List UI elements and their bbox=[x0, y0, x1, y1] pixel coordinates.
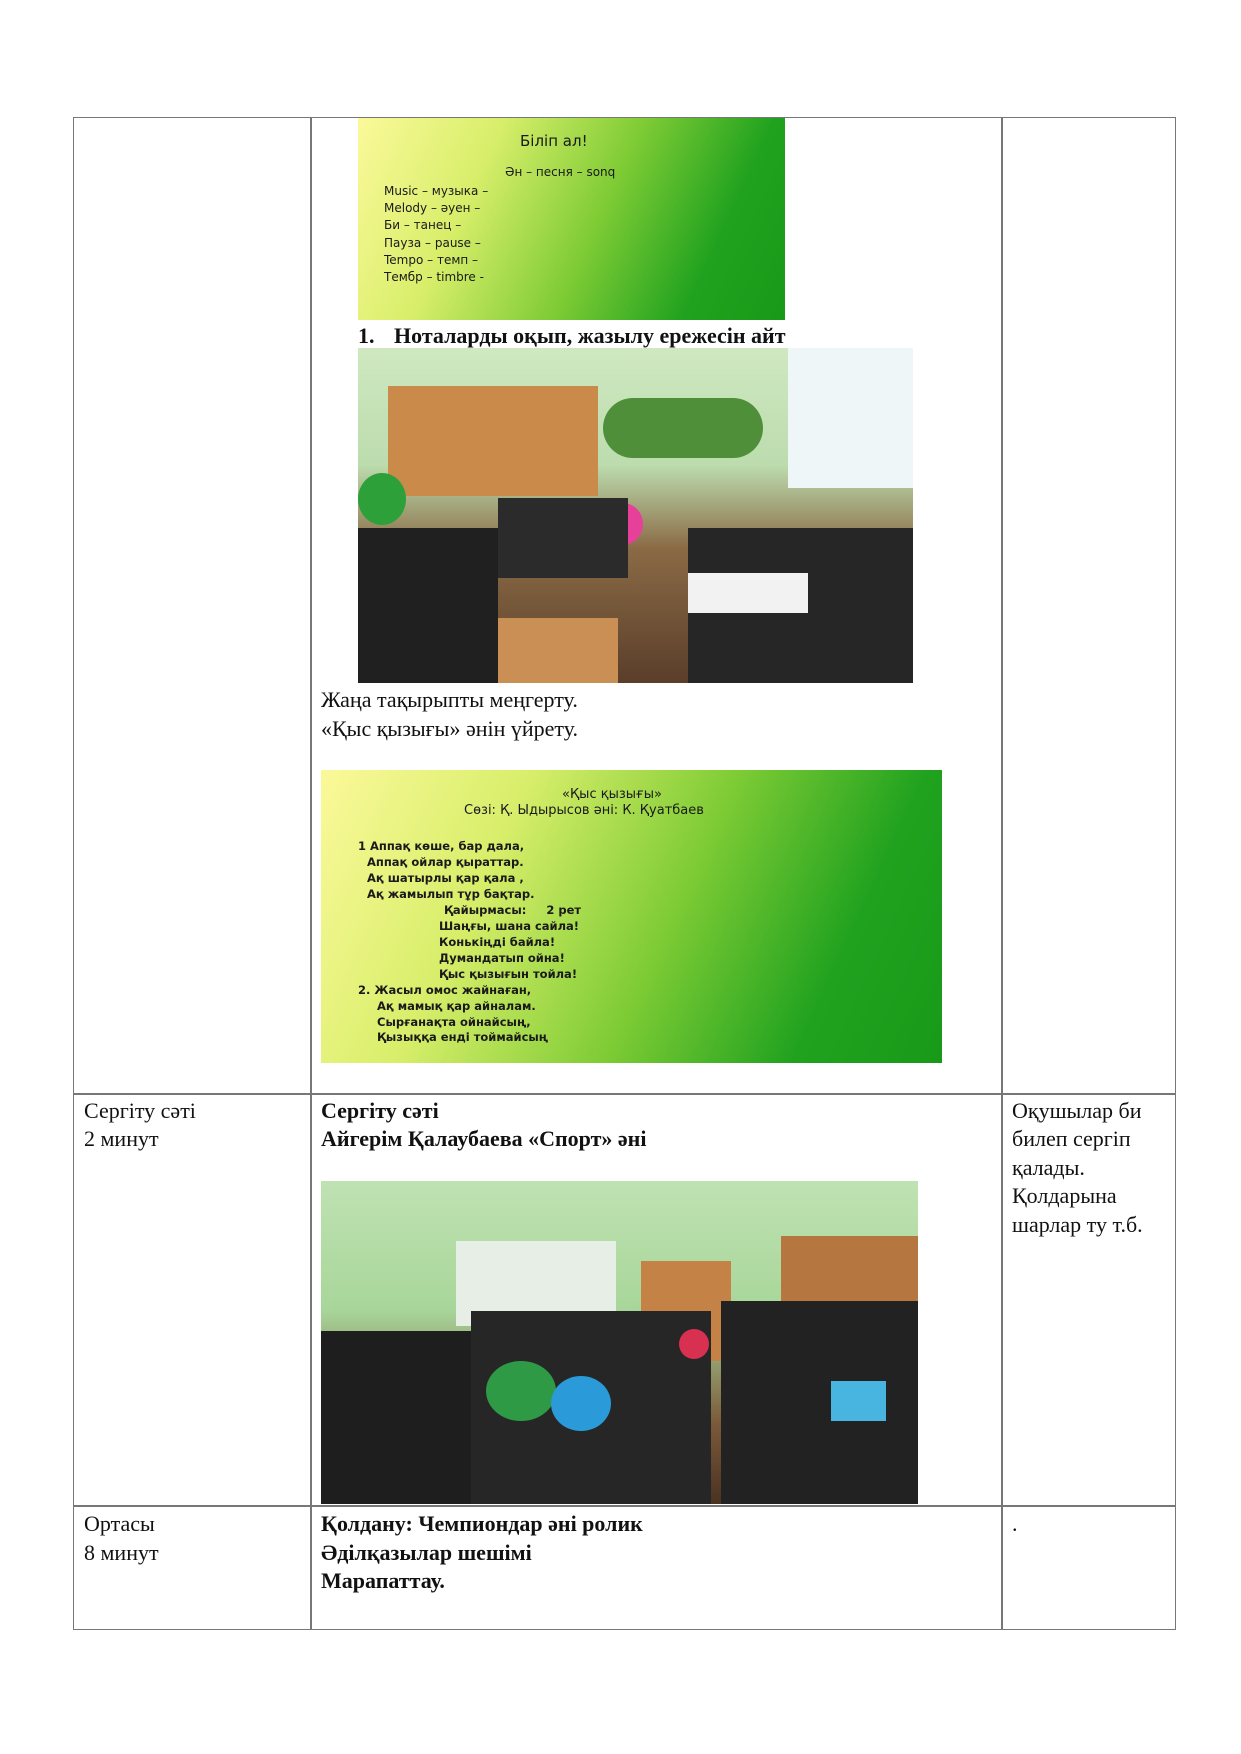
photo-children-group-right bbox=[721, 1301, 918, 1504]
lyrics-line: Қызыққа енді тоймайсың bbox=[377, 1030, 549, 1044]
lyrics-line: Қайырмасы: 2 рет bbox=[444, 903, 582, 917]
lyrics-line: Сырғанақта ойнайсың, bbox=[377, 1015, 531, 1029]
new-topic-line: «Қыс қызығы» әнін үйрету. bbox=[321, 716, 579, 741]
notes-line: қалады. bbox=[1012, 1155, 1085, 1180]
slide-line: Tempo – темп – bbox=[384, 253, 479, 267]
activity-line: Марапаттау. bbox=[321, 1568, 445, 1593]
photo-pompom-blue bbox=[551, 1376, 611, 1431]
photo-balloon-green bbox=[358, 473, 406, 525]
photo-window bbox=[788, 348, 913, 488]
photo-pompom-green bbox=[486, 1361, 556, 1421]
new-topic-line: Жаңа тақырыпты меңгерту. bbox=[321, 687, 578, 712]
slide-line: Би – танец – bbox=[384, 218, 462, 232]
photo-children-mid bbox=[498, 498, 628, 578]
column-divider-1 bbox=[310, 117, 312, 1630]
stage-duration: 8 минут bbox=[84, 1540, 159, 1565]
activity-line: Қолдану: Чемпиондар әні ролик bbox=[321, 1511, 643, 1536]
activity-title: Сергіту сәті bbox=[321, 1098, 439, 1123]
lyrics-line: Аппақ ойлар қыраттар. bbox=[367, 855, 524, 869]
activity-song: Айгерім Қалаубаева «Спорт» әні bbox=[321, 1126, 647, 1151]
slide-line: Пауза – pause – bbox=[384, 236, 481, 250]
slide-line: Тембр – timbre - bbox=[384, 270, 484, 284]
lyrics-line: Ақ жамылып тұр бақтар. bbox=[367, 887, 535, 901]
notes-line: шарлар ту т.б. bbox=[1012, 1212, 1143, 1237]
row-divider-1 bbox=[73, 1093, 1176, 1095]
photo-children-group-left bbox=[321, 1331, 471, 1504]
slide-line: Ән – песня – sonq bbox=[505, 165, 616, 179]
slide-title: Біліп ал! bbox=[520, 132, 588, 150]
slide-line: Melody – әуен – bbox=[384, 201, 481, 215]
stage-name: Сергіту сәті bbox=[84, 1098, 196, 1123]
slide-subtitle: Сөзі: Қ. Ыдырысов әні: К. Қуатбаев bbox=[464, 803, 704, 818]
vocabulary-slide bbox=[358, 118, 785, 320]
lyrics-line: Ақ мамық қар айналам. bbox=[377, 999, 536, 1013]
notes-line: билеп сергіп bbox=[1012, 1126, 1131, 1151]
photo-plants bbox=[603, 398, 763, 458]
activity-line: Әділқазылар шешімі bbox=[321, 1540, 532, 1565]
photo-balloon-red bbox=[679, 1329, 709, 1359]
photo-flag bbox=[831, 1381, 886, 1421]
classroom-photo bbox=[358, 348, 913, 683]
lyrics-line: 2. Жасыл омос жайнаған, bbox=[358, 983, 532, 997]
notes-line: Қолдарына bbox=[1012, 1183, 1117, 1208]
lyrics-line: Думандатып ойна! bbox=[439, 951, 565, 965]
photo-bookshelf bbox=[388, 386, 598, 496]
lyrics-line: Ақ шатырлы қар қала , bbox=[367, 871, 524, 885]
lyrics-line: Қыс қызығын тойла! bbox=[439, 967, 578, 981]
notes-line: . bbox=[1012, 1511, 1018, 1536]
song-lyrics-slide bbox=[321, 770, 942, 1063]
slide-line: Music – музыка – bbox=[384, 184, 489, 198]
column-divider-2 bbox=[1001, 117, 1003, 1630]
dancing-children-photo bbox=[321, 1181, 918, 1504]
lyrics-line: Шаңғы, шана сайла! bbox=[439, 919, 580, 933]
row-divider-2 bbox=[73, 1505, 1176, 1507]
task-text: Ноталарды оқып, жазылу ережесін айт bbox=[394, 323, 786, 348]
stage-duration: 2 минут bbox=[84, 1126, 159, 1151]
notes-line: Оқушылар би bbox=[1012, 1098, 1142, 1123]
photo-children-left bbox=[358, 528, 498, 683]
photo-white-shirts bbox=[688, 573, 808, 613]
stage-name: Ортасы bbox=[84, 1511, 155, 1536]
task-number: 1. bbox=[358, 323, 375, 348]
lyrics-line: Конькіңді байла! bbox=[439, 935, 556, 949]
lyrics-line: 1 Аппақ көше, бар дала, bbox=[358, 839, 525, 853]
slide-title: «Қыс қызығы» bbox=[562, 787, 662, 802]
